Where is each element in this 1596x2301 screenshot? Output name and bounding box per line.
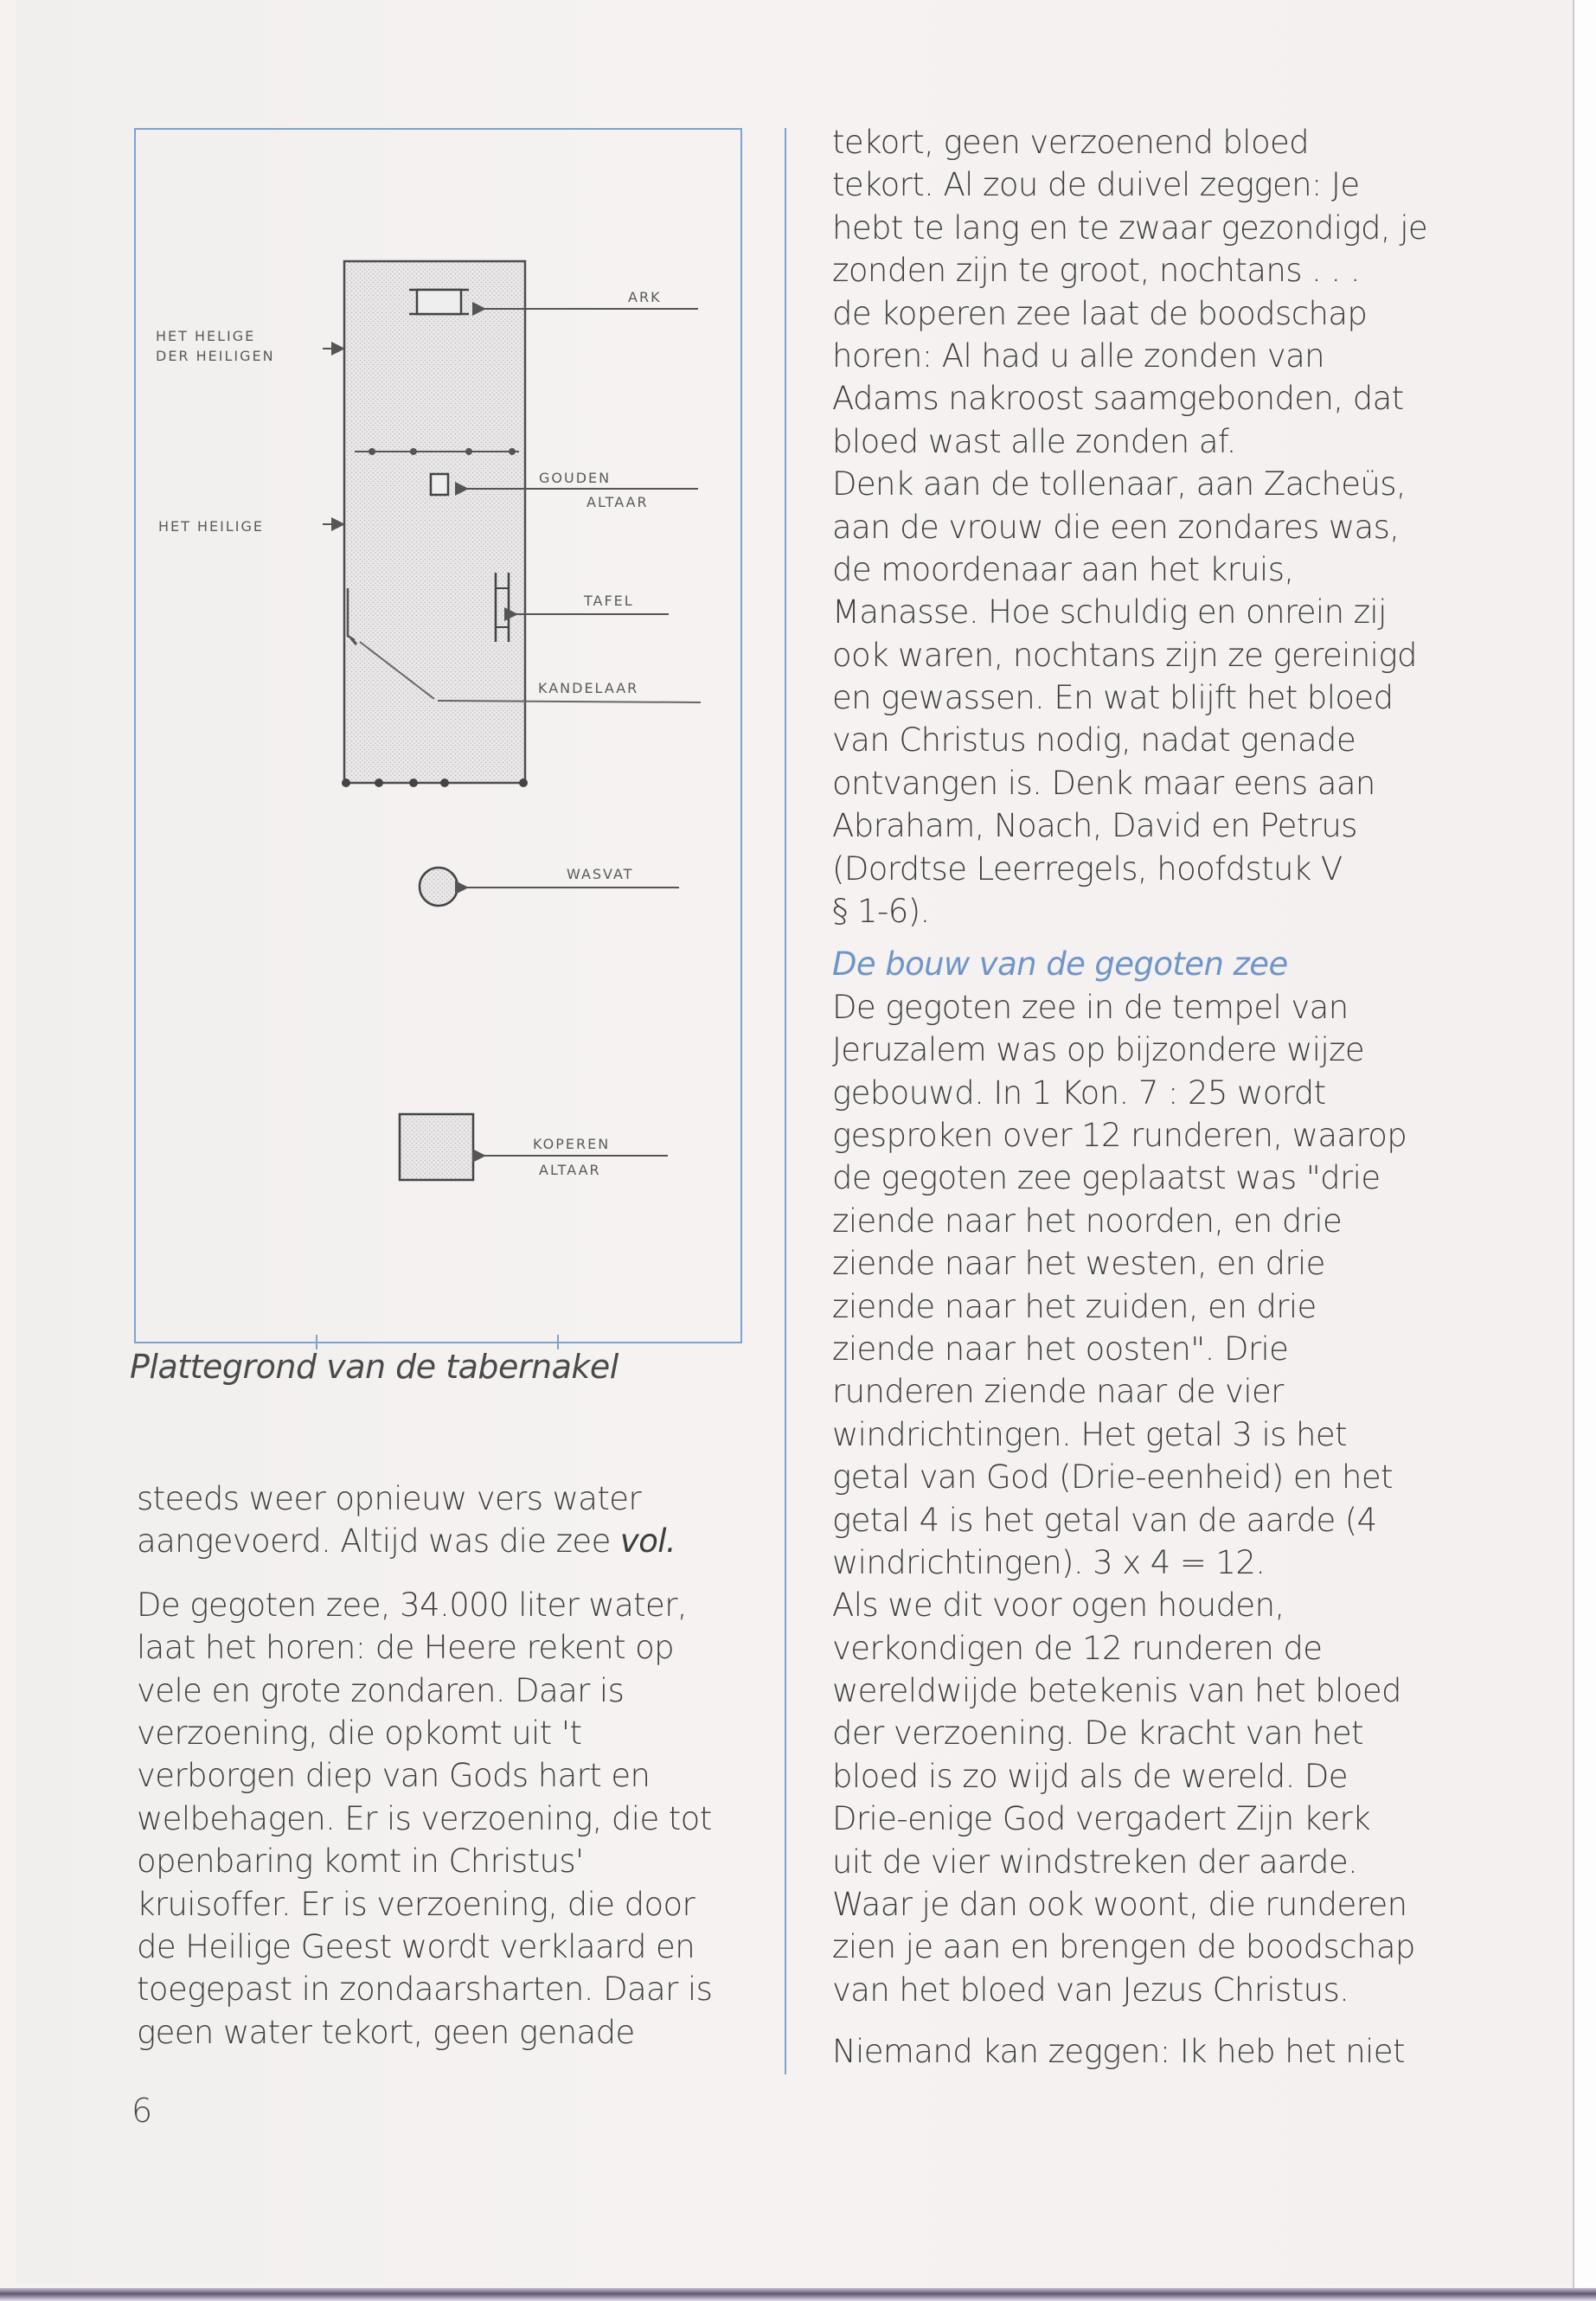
figure-caption: Plattegrond van de tabernakel [130,1348,619,1386]
text-line: Manasse. Hoe schuldig en onrein zij [832,593,1387,631]
text-line: kruisoffer. Er is verzoening, die door [137,1885,695,1923]
text-line: ook waren, nochtans zijn ze gereinigd [832,636,1417,674]
text-line: getal 4 is het getal van de aarde (4 [832,1501,1377,1539]
svg-text:GOUDEN: GOUDEN [539,470,612,486]
text-line: aan de vrouw die een zondares was, [832,508,1400,546]
tabernacle-enclosure [344,261,525,783]
text-line: wereldwijde betekenis van het bloed [832,1672,1401,1710]
text-line: ziende naar het oosten". Drie [832,1330,1289,1368]
text-line: verkondigen de 12 runderen de [832,1629,1323,1667]
right-column [832,121,1427,2073]
text-line: windrichtingen. Het getal 3 is het [832,1415,1347,1453]
text-line: de moordenaar aan het kruis, [832,550,1294,588]
text-line: § 1-6). [832,893,930,931]
text-line: ziende naar het noorden, en drie [832,1202,1343,1240]
text-line: zonden zijn te groot, nochtans . . . [832,252,1360,290]
text-line: Als we dit voor ogen houden, [832,1586,1285,1625]
svg-text:TAFEL: TAFEL [584,593,634,609]
text-line: tekort, geen verzoenend bloed [832,124,1310,161]
svg-text:ARK: ARK [628,289,662,305]
text-line: zien je aan en brengen de boodschap [832,1928,1415,1966]
page-bottom-edge [0,2288,1596,2301]
section-heading: De bouw van de gegoten zee [832,945,1288,984]
text-line: getal van God (Drie-eenheid) en het [832,1458,1393,1497]
text-line: tekort. Al zou de duivel zeggen: Je [832,166,1360,204]
text-line: De gegoten zee in de tempel van [832,988,1349,1026]
svg-text:ALTAAR: ALTAAR [539,1162,601,1178]
text-line: van het bloed van Jezus Christus. [832,1971,1349,2009]
page-number: 6 [131,2092,153,2130]
text-line: de koperen zee laat de boodschap [832,294,1368,332]
page-edge [1573,0,1596,2301]
svg-text:WASVAT: WASVAT [567,866,634,882]
text-line: De gegoten zee, 34.000 liter water, [137,1586,687,1624]
left-column [137,1477,712,2054]
text-line: gebouwd. In 1 Kon. 7 : 25 wordt [832,1074,1326,1112]
text-line: verborgen diep van Gods hart en [137,1757,651,1795]
text-line: ontvangen is. Denk maar eens aan [832,764,1375,802]
text-line: bloed wast alle zonden af. [832,422,1236,460]
text-line: uit de vier windstreken der aarde. [832,1843,1358,1881]
text-line: gesproken over 12 runderen, waarop [832,1116,1407,1154]
text-line: van Christus nodig, nadat genade [832,721,1356,760]
column-divider [785,128,786,2074]
text-line: Denk aan de tollenaar, aan Zacheüs, [832,465,1407,503]
text-line: hebt te lang en te zwaar gezondigd, je [832,208,1428,247]
text-line: runderen ziende naar de vier [832,1373,1284,1411]
text-line: windrichtingen). 3 x 4 = 12. [832,1543,1266,1581]
text-line: ziende naar het zuiden, en drie [832,1287,1317,1325]
svg-text:HET HELIGE: HET HELIGE [156,328,256,344]
text-line: (Dordtse Leerregels, hoofdstuk V [832,849,1343,888]
text-line: laat het horen: de Heere rekent op [137,1629,675,1667]
text-line: Jeruzalem was op bijzondere wijze [832,1031,1365,1069]
text-line: Waar je dan ook woont, die runderen [832,1886,1407,1924]
emphasis-text: vol. [619,1522,676,1561]
text-line: vele en grote zondaren. Daar is [137,1671,625,1709]
text-line: horen: Al had u alle zonden van [832,336,1325,375]
text-line: aangevoerd. Altijd was die zee vol. [137,1522,676,1561]
text-line: der verzoening. De kracht van het [832,1715,1363,1753]
text-line: ziende naar het westen, en drie [832,1245,1325,1283]
tabernacle-diagram [0,0,779,1384]
text-line: Drie-enige God vergadert Zijn kerk [832,1800,1370,1838]
text-line: toegepast in zondaarsharten. Daar is [137,1971,713,2009]
svg-text:KANDELAAR: KANDELAAR [538,680,639,696]
text-line: bloed is zo wijd als de wereld. De [832,1757,1348,1795]
svg-text:ALTAAR: ALTAAR [586,494,649,510]
text-line: geen water tekort, geen genade [137,2013,635,2051]
svg-text:HET HEILIGE: HET HEILIGE [158,518,264,535]
text-line: Niemand kan zeggen: Ik heb het niet [832,2033,1405,2071]
text-line: steeds weer opnieuw vers water [137,1480,642,1517]
text-line: verzoening, die opkomt uit 't [137,1714,582,1752]
text-line: openbaring komt in Christus' [137,1843,584,1881]
svg-text:DER HEILIGEN: DER HEILIGEN [156,348,275,364]
text-line: en gewassen. En wat blijft het bloed [832,679,1394,717]
text-line: welbehagen. Er is verzoening, die tot [137,1799,712,1837]
text-line: Abraham, Noach, David en Petrus [832,807,1357,845]
svg-text:KOPEREN: KOPEREN [533,1136,611,1152]
text-line: Adams nakroost saamgebonden, dat [832,380,1404,418]
text-line: de Heilige Geest wordt verklaard en [137,1927,695,1965]
text-line: de gegoten zee geplaatst was "drie [832,1159,1381,1197]
